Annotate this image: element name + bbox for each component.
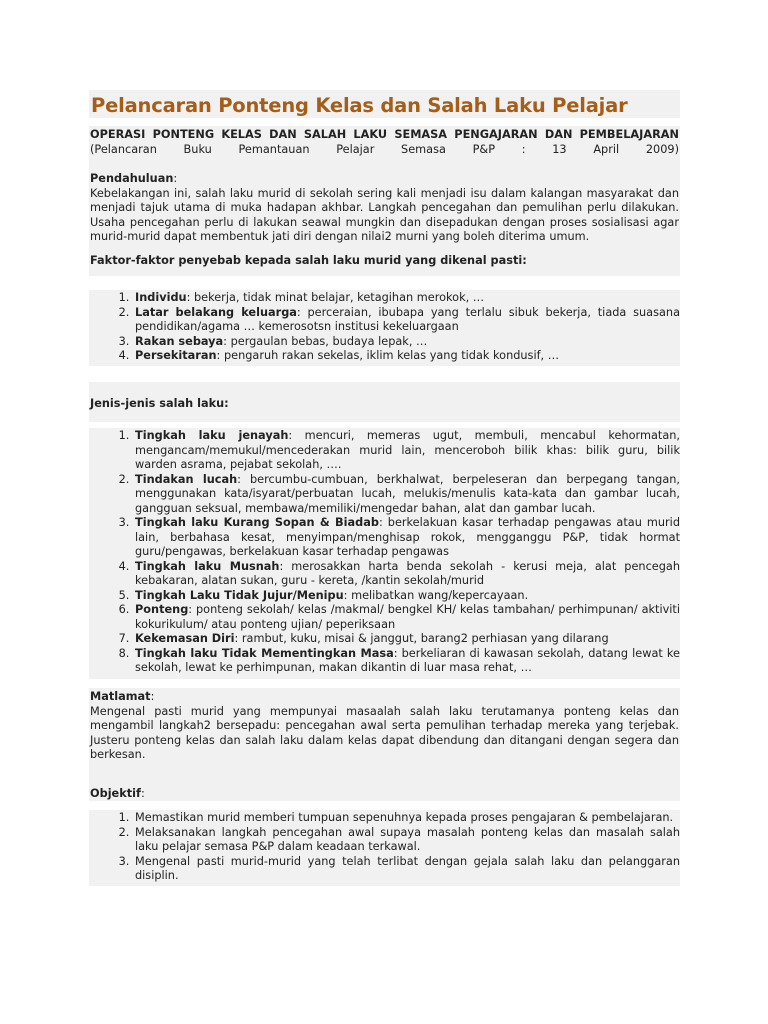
goal-heading: Matlamat: xyxy=(90,690,155,703)
types-band xyxy=(89,428,680,679)
goal-text: Mengenal pasti murid yang mempunyai masaalah salah laku terutamanya ponteng kelas dan mengambil langkah2 bersepadu: pencegahan awal serta pemulihan terhadap mereka yang terjebak. Justeru ponteng kelas dan salah laku dalam kelas dapat dibendung dan ditangani dengan segera dan berkesan. xyxy=(90,704,679,761)
factors-band xyxy=(89,290,680,366)
list-item: 3. Mengenal pasti murid-murid yang telah terlibat dengan gejala salah laku dan pelanggaran disiplin. xyxy=(133,855,680,884)
list-item: 2. Latar belakang keluarga: perceraian, ibubapa yang terlalu sibuk bekerja, tiada suasana pendidikan/agama … kemerosotsn institusi kekeluargaan xyxy=(133,306,680,335)
factors-list xyxy=(89,291,680,364)
list-item: 2. Melaksanakan langkah pencegahan awal supaya masalah ponteng kelas dan masalah salah laku pelajar semasa P&P dalam keadaan terkawal. xyxy=(133,826,680,855)
list-item: 3. Tingkah laku Kurang Sopan & Biadab: berkelakuan kasar terhadap pengawas atau murid lain, berbahasa kesat, menyimpan/menghisap rokok, mengganggu P&P, tidak hormat guru/pengawas, berkelakuan kasar terhadap pengawas xyxy=(133,516,680,560)
subtitle-note: (Pelancaran Buku Pemantauan Pelajar Semasa P&P : 13 April 2009) xyxy=(90,142,679,156)
types-heading-band xyxy=(89,382,680,422)
factors-heading: Faktor-faktor penyebab kepada salah laku murid yang dikenal pasti: xyxy=(90,253,527,267)
title-band xyxy=(89,90,680,118)
objectives-heading: Objektif: xyxy=(90,786,145,800)
list-item: 2. Tindakan lucah: bercumbu-cumbuan, berkhalwat, berpeleseran dan berpegang tangan, menggunakan kata/isyarat/perbuatan lucah, melukis/menulis kata-kata dan gambar lucah, gangguan seksual, membawa/memiliki/mengedar bahan, alat dan gambar lucah. xyxy=(133,473,680,517)
list-item: 4. Tingkah laku Musnah: merosakkan harta benda sekolah - kerusi meja, alat pencegah kebakaran, alatan sukan, guru - kereta, /kantin sekolah/murid xyxy=(133,560,680,589)
list-item: 1. Tingkah laku jenayah: mencuri, memeras ugut, membuli, mencabul kehormatan, mengancam/memukul/mencederakan murid lain, menceroboh bilik khas: bilik guru, bilik warden asrama, pejabat sekolah, …. xyxy=(133,429,680,473)
list-item: 3. Rakan sebaya: pergaulan bebas, budaya lepak, … xyxy=(133,335,680,350)
list-item: 1. Individu: bekerja, tidak minat belajar, ketagihan merokok, … xyxy=(133,291,680,306)
intro-band xyxy=(89,126,680,276)
types-heading: Jenis-jenis salah laku: xyxy=(90,397,229,410)
goal-band xyxy=(89,688,680,801)
list-item: 6. Ponteng: ponteng sekolah/ kelas /makmal/ bengkel KH/ kelas tambahan/ perhimpunan/ aktiviti kokurikulum/ atau ponteng ujian/ peperiksaan xyxy=(133,603,680,632)
list-item: 5. Tingkah Laku Tidak Jujur/Menipu: melibatkan wang/kepercayaan. xyxy=(133,589,680,604)
subtitle: OPERASI PONTENG KELAS DAN SALAH LAKU SEMASA PENGAJARAN DAN PEMBELAJARAN xyxy=(90,128,679,141)
list-item: 7. Kekemasan Diri: rambut, kuku, misai & janggut, barang2 perhiasan yang dilarang xyxy=(133,632,680,647)
objectives-list xyxy=(89,811,680,884)
list-item: 8. Tingkah laku Tidak Mementingkan Masa: berkeliaran di kawasan sekolah, datang lewat ke sekolah, lewat ke perhimpunan, makan dikantin di luar masa rehat, … xyxy=(133,647,680,676)
list-item: 4. Persekitaran: pengaruh rakan sekelas, iklim kelas yang tidak kondusif, … xyxy=(133,349,680,364)
list-item: 1. Memastikan murid memberi tumpuan sepenuhnya kepada proses pengajaran & pembelajaran. xyxy=(133,811,680,826)
goal-heading-label: Matlamat xyxy=(90,690,151,703)
intro-text: Kebelakangan ini, salah laku murid di sekolah sering kali menjadi isu dalam kalangan masyarakat dan menjadi tajuk utama di muka hadapan akhbar. Langkah pencegahan dan pemulihan perlu dilakukan. Usaha pencegahan perlu di lakukan seawal mungkin dan disepadukan dengan proses sosialisasi agar murid-murid dapat membentuk jati diri dengan nilai2 murni yang boleh diterima umum. xyxy=(90,186,679,243)
types-list xyxy=(89,429,680,676)
intro-heading: Pendahuluan: xyxy=(90,172,178,185)
objectives-heading-label: Objektif xyxy=(90,786,141,800)
page-title: Pelancaran Ponteng Kelas dan Salah Laku Pelajar xyxy=(91,94,628,117)
objectives-band xyxy=(89,810,680,886)
intro-heading-label: Pendahuluan xyxy=(90,172,174,185)
